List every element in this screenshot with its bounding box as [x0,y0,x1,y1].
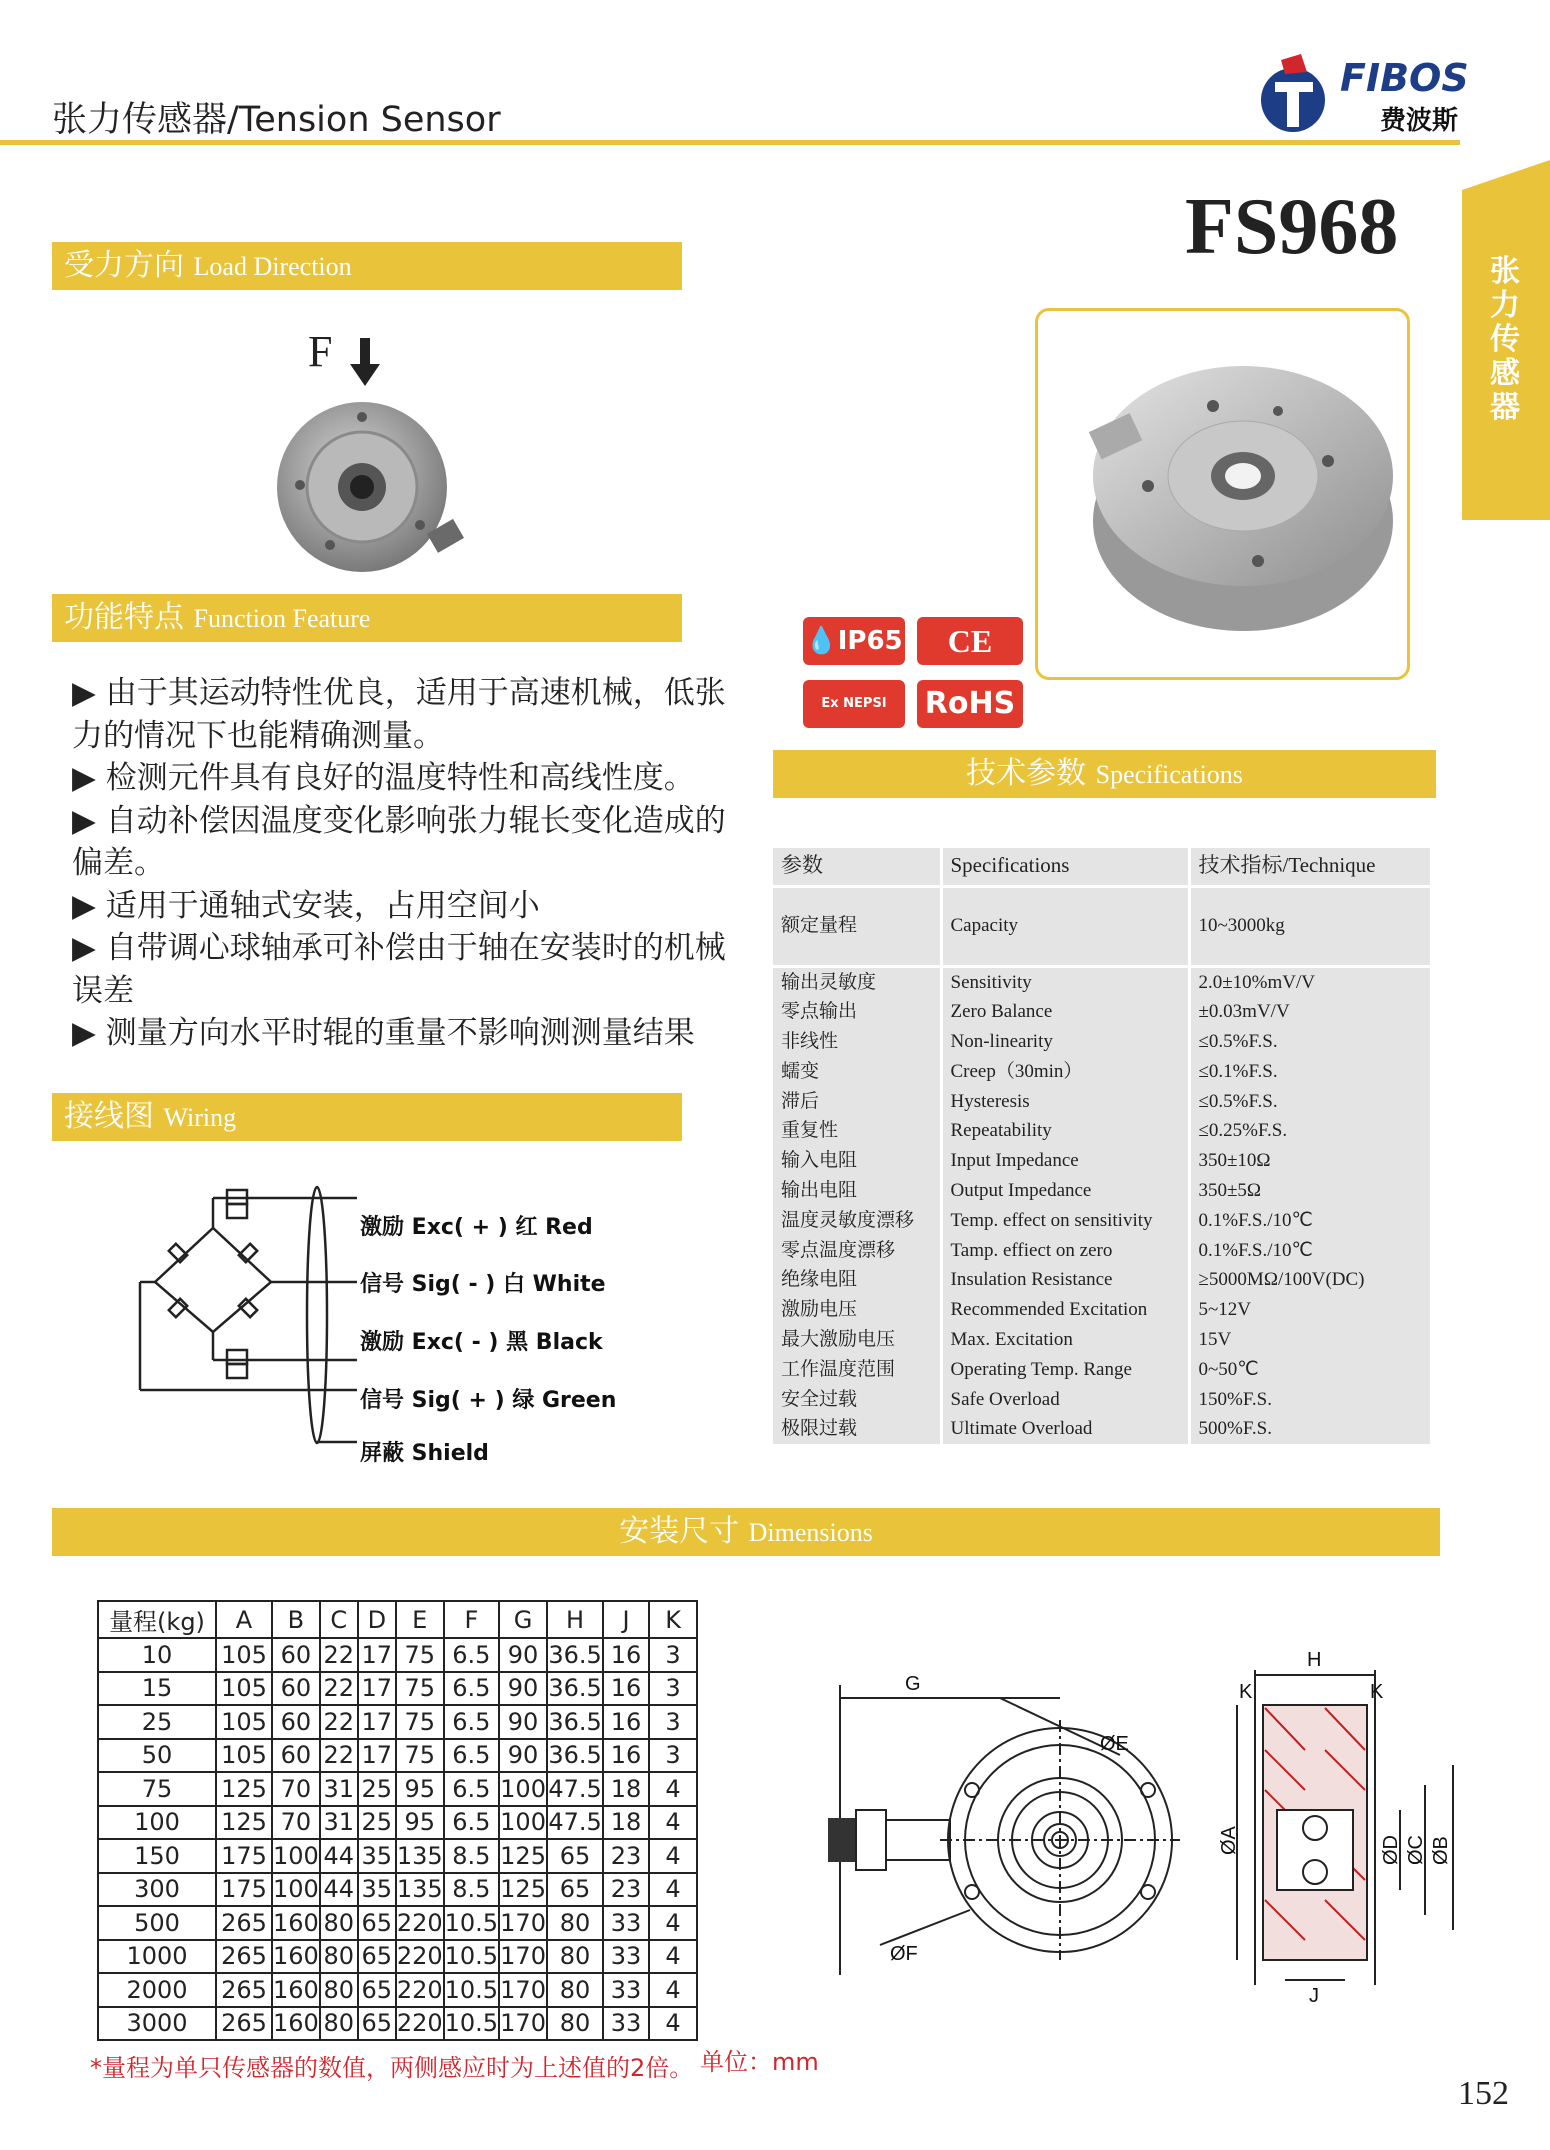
spec-row [773,1236,1432,1266]
spec-cell: 350±10Ω [1189,1146,1432,1176]
dim-cell: 65 [358,1940,396,1974]
force-arrow-icon [350,338,380,388]
dim-cell: 16 [603,1672,649,1706]
dim-cell: 175 [216,1839,272,1873]
section-bar-load-direction [52,242,682,290]
dim-row [98,1873,697,1907]
spec-row [773,997,1432,1027]
dim-cell: 8.5 [444,1839,499,1873]
dim-cell: 80 [320,1940,358,1974]
dim-cell: 35 [358,1873,396,1907]
spec-cell: 350±5Ω [1189,1176,1432,1206]
logo-text-en: FIBOS [1340,56,1469,100]
spec-cell: 0~50℃ [1189,1355,1432,1385]
dim-cell: 3000 [98,2007,216,2041]
dim-cell: 65 [358,1906,396,1940]
spec-row [773,1176,1432,1206]
dim-cell: 6.5 [444,1806,499,1840]
spec-cell: Max. Excitation [941,1325,1189,1355]
dimension-table [97,1600,698,2041]
dim-cell: 16 [603,1705,649,1739]
section-title-cn: 功能特点 [64,600,184,635]
spec-row [773,1057,1432,1087]
spec-cell: 零点温度漂移 [773,1236,941,1266]
dim-header-cell: F [444,1601,499,1638]
dim-cell: 4 [649,1839,697,1873]
spec-cell: Input Impedance [941,1146,1189,1176]
dim-cell: 33 [603,1940,649,1974]
dim-cell: 105 [216,1672,272,1706]
section-title-cn: 受力方向 [64,248,184,283]
dim-cell: 35 [358,1839,396,1873]
dim-cell: 95 [396,1772,444,1806]
dim-cell: 125 [499,1839,547,1873]
rohs-badge: RoHS [917,680,1023,728]
dim-cell: 265 [216,1906,272,1940]
spec-row [773,1385,1432,1415]
section-title-en: Load Direction [193,252,352,281]
dim-cell: 17 [358,1739,396,1773]
dim-cell: 17 [358,1638,396,1672]
spec-cell: Safe Overload [941,1385,1189,1415]
dim-cell: 3 [649,1638,697,1672]
dim-header-cell: D [358,1601,396,1638]
spec-cell: Zero Balance [941,997,1189,1027]
dim-cell: 16 [603,1638,649,1672]
dim-cell: 265 [216,1940,272,1974]
dim-cell: 16 [603,1739,649,1773]
dim-cell: 160 [272,1973,320,2007]
dim-cell: 15 [98,1672,216,1706]
dim-row [98,1739,697,1773]
spec-row [773,1265,1432,1295]
dim-cell: 50 [98,1739,216,1773]
dim-cell: 3 [649,1672,697,1706]
dim-cell: 36.5 [547,1705,603,1739]
spec-cell: 重复性 [773,1116,941,1146]
dim-cell: 36.5 [547,1638,603,1672]
spec-cell: Operating Temp. Range [941,1355,1189,1385]
section-title-cn: 技术参数 [966,756,1087,791]
dim-cell: 170 [499,1940,547,1974]
dim-label-j: J [1309,1985,1319,2007]
dim-cell: 65 [547,1839,603,1873]
dim-cell: 105 [216,1705,272,1739]
spec-cell: 零点输出 [773,997,941,1027]
dim-cell: 4 [649,1906,697,1940]
spec-header-row [773,848,1432,886]
section-title-en: Wiring [163,1103,237,1132]
spec-cell: Insulation Resistance [941,1265,1189,1295]
wire-label-exc-plus: 激励 Exc( + ) 红 Red [360,1215,593,1240]
water-drop-icon: 💧 [805,626,838,656]
feature-list [72,672,752,1055]
spec-cell: ≤0.25%F.S. [1189,1116,1432,1146]
dim-cell: 23 [603,1839,649,1873]
dim-label-f: ØF [890,1943,918,1965]
spec-cell: ≤0.5%F.S. [1189,1027,1432,1057]
product-photo-frame [1035,308,1410,680]
dim-cell: 10.5 [444,1906,499,1940]
dim-cell: 175 [216,1873,272,1907]
dim-cell: 25 [98,1705,216,1739]
header-title: 张力传感器/Tension Sensor [52,100,501,140]
dim-cell: 90 [499,1739,547,1773]
spec-row [773,1146,1432,1176]
spec-cell: 500%F.S. [1189,1414,1432,1444]
dim-cell: 36.5 [547,1739,603,1773]
spec-cell: Ultimate Overload [941,1414,1189,1444]
dim-cell: 6.5 [444,1672,499,1706]
feature-item: ▶ 自动补偿因温度变化影响张力辊长变化造成的偏差。 [72,802,726,881]
dim-cell: 23 [603,1873,649,1907]
spec-cell: Hysteresis [941,1087,1189,1117]
spec-cell: ±0.03mV/V [1189,997,1432,1027]
dim-cell: 170 [499,1906,547,1940]
spec-cell: 输出灵敏度 [773,966,941,997]
dim-row [98,1672,697,1706]
unit-label: 单位：mm [700,2048,819,2076]
dim-header-cell: A [216,1601,272,1638]
dim-row [98,2007,697,2041]
wire-label-exc-minus: 激励 Exc( - ) 黑 Black [360,1330,603,1355]
dim-header-cell: K [649,1601,697,1638]
dim-row [98,1806,697,1840]
dim-cell: 65 [358,2007,396,2041]
wire-label-sig-plus: 信号 Sig( + ) 绿 Green [360,1388,617,1413]
spec-row [773,1325,1432,1355]
ip65-badge: 💧IP65 [803,617,905,665]
spec-cell: 技术指标/Technique [1189,848,1432,886]
dim-cell: 170 [499,2007,547,2041]
spec-row [773,886,1432,966]
dim-cell: 44 [320,1873,358,1907]
force-label: F [308,327,333,376]
dim-cell: 150 [98,1839,216,1873]
ex-nepsi-badge: Ex NEPSI [803,680,905,728]
dim-cell: 75 [396,1638,444,1672]
product-photo [1038,311,1407,677]
dim-label-e: ØE [1100,1733,1129,1755]
dim-cell: 80 [547,1940,603,1974]
feature-item: ▶ 适用于通轴式安装，占用空间小 [72,887,540,924]
dim-cell: 22 [320,1672,358,1706]
dim-cell: 75 [396,1705,444,1739]
dim-header-cell: H [547,1601,603,1638]
feature-item: ▶ 测量方向水平时辊的重量不影响测测量结果 [72,1015,695,1051]
dim-cell: 90 [499,1705,547,1739]
dim-cell: 10 [98,1638,216,1672]
spec-row [773,1087,1432,1117]
dim-cell: 6.5 [444,1638,499,1672]
dim-cell: 44 [320,1839,358,1873]
spec-cell: Tamp. effiect on zero [941,1236,1189,1266]
front-view-drawing [820,1660,1160,1990]
dim-cell: 105 [216,1739,272,1773]
dim-row [98,1839,697,1873]
dim-cell: 100 [98,1806,216,1840]
dim-cell: 65 [358,1973,396,2007]
spec-cell: 安全过载 [773,1385,941,1415]
section-view-drawing [1218,1640,1465,2010]
dim-cell: 100 [272,1873,320,1907]
spec-cell: Repeatability [941,1116,1189,1146]
dim-cell: 100 [499,1806,547,1840]
dim-cell: 18 [603,1806,649,1840]
section-title-en: Dimensions [748,1518,873,1547]
dim-cell: 25 [358,1772,396,1806]
spec-cell: 0.1%F.S./10℃ [1189,1236,1432,1266]
dim-cell: 3 [649,1705,697,1739]
dim-cell: 80 [547,2007,603,2041]
spec-row [773,1116,1432,1146]
dim-label-k-left: K [1239,1681,1253,1703]
dim-cell: 95 [396,1806,444,1840]
section-title-en: Specifications [1095,760,1243,789]
dim-cell: 6.5 [444,1705,499,1739]
dim-cell: 220 [396,2007,444,2041]
dim-cell: 170 [499,1973,547,2007]
dim-row [98,1705,697,1739]
spec-cell: 参数 [773,848,941,886]
spec-cell: 输出电阻 [773,1176,941,1206]
section-title-cn: 接线图 [64,1099,154,1134]
dim-cell: 125 [216,1806,272,1840]
spec-cell: Output Impedance [941,1176,1189,1206]
wire-label-shield: 屏蔽 Shield [360,1441,489,1466]
model-number: FS968 [1185,183,1399,271]
dim-cell: 4 [649,2007,697,2041]
spec-cell: 激励电压 [773,1295,941,1325]
dim-row [98,1973,697,2007]
dim-cell: 220 [396,1906,444,1940]
side-tab-text: 张力传感器 [1490,254,1520,425]
spec-cell: 2.0±10%mV/V [1189,966,1432,997]
dim-label-b: ØB [1430,1836,1452,1865]
spec-row [773,1027,1432,1057]
dim-label-k-right: K [1370,1681,1384,1703]
spec-cell: 工作温度范围 [773,1355,941,1385]
dim-cell: 10.5 [444,2007,499,2041]
dim-cell: 4 [649,1806,697,1840]
spec-cell: 绝缘电阻 [773,1265,941,1295]
dim-cell: 90 [499,1672,547,1706]
dim-cell: 265 [216,2007,272,2041]
spec-cell: 滞后 [773,1087,941,1117]
dim-cell: 100 [272,1839,320,1873]
spec-cell: ≤0.1%F.S. [1189,1057,1432,1087]
spec-cell: Temp. effect on sensitivity [941,1206,1189,1236]
spec-cell: 温度灵敏度漂移 [773,1206,941,1236]
spec-cell: 5~12V [1189,1295,1432,1325]
footnote: *量程为单只传感器的数值，两侧感应时为上述值的2倍。 [90,2054,694,2082]
dim-cell: 22 [320,1739,358,1773]
dim-cell: 25 [358,1806,396,1840]
dim-cell: 10.5 [444,1973,499,2007]
ce-badge: CE [917,617,1023,665]
dim-cell: 18 [603,1772,649,1806]
dim-cell: 135 [396,1873,444,1907]
dim-cell: 2000 [98,1973,216,2007]
dim-cell: 4 [649,1873,697,1907]
spec-row [773,1355,1432,1385]
spec-cell: 15V [1189,1325,1432,1355]
dim-cell: 70 [272,1806,320,1840]
dim-cell: 33 [603,2007,649,2041]
dim-cell: 75 [396,1739,444,1773]
spec-cell: Capacity [941,886,1189,966]
dim-label-c: ØC [1405,1835,1427,1865]
dim-cell: 160 [272,1940,320,1974]
dim-cell: 1000 [98,1940,216,1974]
wiring-bridge-diagram [135,1180,365,1450]
spec-cell: 150%F.S. [1189,1385,1432,1415]
dim-label-g: G [905,1673,921,1695]
dim-cell: 60 [272,1705,320,1739]
dim-cell: 135 [396,1839,444,1873]
spec-cell: Sensitivity [941,966,1189,997]
dim-cell: 4 [649,1940,697,1974]
header-rule [0,140,1460,145]
dim-row [98,1906,697,1940]
dim-cell: 125 [499,1873,547,1907]
dim-cell: 80 [547,1973,603,2007]
spec-cell: Non-linearity [941,1027,1189,1057]
dim-header-cell: J [603,1601,649,1638]
section-title-en: Function Feature [193,604,371,633]
spec-cell: 10~3000kg [1189,886,1432,966]
section-title-cn: 安装尺寸 [619,1514,740,1549]
dim-cell: 17 [358,1705,396,1739]
dim-cell: 70 [272,1772,320,1806]
dim-cell: 75 [396,1672,444,1706]
dim-cell: 6.5 [444,1772,499,1806]
dim-label-d: ØD [1380,1835,1402,1865]
dim-cell: 60 [272,1638,320,1672]
dim-cell: 300 [98,1873,216,1907]
dim-cell: 125 [216,1772,272,1806]
wire-label-sig-minus: 信号 Sig( - ) 白 White [360,1272,606,1297]
dim-cell: 75 [98,1772,216,1806]
section-bar-specifications [773,750,1436,798]
dim-cell: 80 [320,2007,358,2041]
dim-cell: 47.5 [547,1772,603,1806]
spec-cell: 最大激励电压 [773,1325,941,1355]
dim-row [98,1772,697,1806]
dim-cell: 60 [272,1739,320,1773]
dim-header-cell: G [499,1601,547,1638]
sensor-side-photo [270,395,470,575]
dim-cell: 160 [272,1906,320,1940]
dim-cell: 10.5 [444,1940,499,1974]
spec-cell: 输入电阻 [773,1146,941,1176]
spec-cell: 极限过载 [773,1414,941,1444]
dim-cell: 220 [396,1973,444,2007]
spec-row [773,1206,1432,1236]
dim-label-h: H [1307,1649,1322,1671]
dim-cell: 3 [649,1739,697,1773]
dim-cell: 31 [320,1772,358,1806]
spec-cell: Recommended Excitation [941,1295,1189,1325]
dim-cell: 47.5 [547,1806,603,1840]
dim-row [98,1940,697,1974]
spec-cell: 蠕变 [773,1057,941,1087]
spec-row [773,1295,1432,1325]
dim-cell: 22 [320,1638,358,1672]
page-number: 152 [1458,2075,1509,2112]
dim-cell: 4 [649,1973,697,2007]
dim-cell: 22 [320,1705,358,1739]
dim-cell: 4 [649,1772,697,1806]
dim-cell: 6.5 [444,1739,499,1773]
logo-text-cn: 费波斯 [1380,106,1459,136]
spec-table [773,848,1433,1444]
dim-header-cell: 量程(kg) [98,1601,216,1638]
spec-cell: ≤0.5%F.S. [1189,1087,1432,1117]
feature-item: ▶ 检测元件具有良好的温度特性和高线性度。 [72,760,695,796]
section-bar-function-feature [52,594,682,642]
dim-cell: 8.5 [444,1873,499,1907]
dim-header-cell: C [320,1601,358,1638]
dim-cell: 33 [603,1973,649,2007]
spec-cell: 非线性 [773,1027,941,1057]
spec-cell: 0.1%F.S./10℃ [1189,1206,1432,1236]
dim-cell: 17 [358,1672,396,1706]
dim-cell: 105 [216,1638,272,1672]
dim-cell: 36.5 [547,1672,603,1706]
dim-cell: 160 [272,2007,320,2041]
spec-cell: ≥5000MΩ/100V(DC) [1189,1265,1432,1295]
dim-cell: 80 [320,1973,358,2007]
spec-row [773,966,1432,997]
dim-cell: 220 [396,1940,444,1974]
dim-cell: 100 [499,1772,547,1806]
dim-cell: 80 [320,1906,358,1940]
dim-header-cell: B [272,1601,320,1638]
spec-cell: Specifications [941,848,1189,886]
dim-cell: 265 [216,1973,272,2007]
dim-cell: 33 [603,1906,649,1940]
spec-cell: 额定量程 [773,886,941,966]
section-bar-dimensions [52,1508,1440,1556]
feature-item: ▶ 由于其运动特性优良，适用于高速机械，低张力的情况下也能精确测量。 [72,675,726,754]
dim-cell: 65 [547,1873,603,1907]
section-bar-wiring [52,1093,682,1141]
dim-header-cell: E [396,1601,444,1638]
feature-item: ▶ 自带调心球轴承可补偿由于轴在安装时的机械误差 [72,930,726,1009]
dim-cell: 60 [272,1672,320,1706]
dim-cell: 80 [547,1906,603,1940]
dim-cell: 500 [98,1906,216,1940]
spec-row [773,1414,1432,1444]
dim-cell: 90 [499,1638,547,1672]
dim-cell: 31 [320,1806,358,1840]
dim-row [98,1638,697,1672]
dim-label-a: ØA [1218,1826,1240,1855]
spec-cell: Creep（30min） [941,1057,1189,1087]
